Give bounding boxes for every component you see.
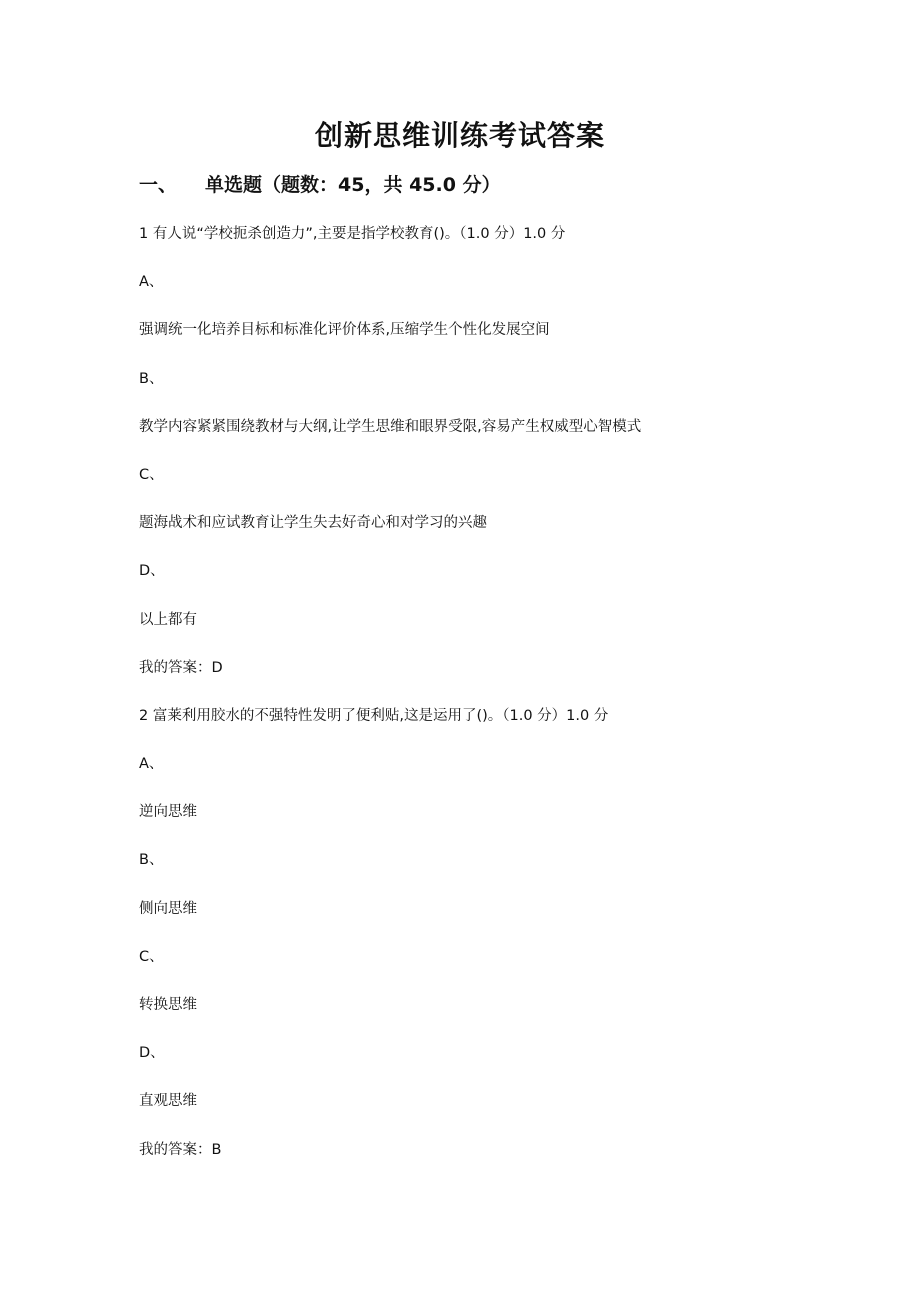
my-answer: 我的答案：D — [139, 659, 223, 676]
option-letter: B、 — [139, 370, 164, 387]
option-letter: A、 — [139, 274, 164, 291]
question-stem: 1 有人说“学校扼杀创造力”,主要是指学校教育()。（1.0 分）1.0 分 — [139, 226, 566, 242]
option-text: 侧向思维 — [139, 900, 197, 917]
option-letter: C、 — [139, 948, 164, 965]
section-number: 一、 — [139, 174, 178, 196]
option-text: 强调统一化培养目标和标准化评价体系,压缩学生个性化发展空间 — [139, 322, 550, 339]
option-text: 转换思维 — [139, 997, 197, 1013]
document-title: 创新思维训练考试答案 — [314, 119, 605, 152]
section-heading — [139, 170, 501, 200]
section-title: 单选题（题数：45，共 45.0 分） — [205, 174, 501, 196]
option-letter: A、 — [139, 756, 164, 773]
option-letter: B、 — [139, 852, 164, 869]
option-text: 题海战术和应试教育让学生失去好奇心和对学习的兴趣 — [139, 515, 487, 532]
option-text: 直观思维 — [139, 1093, 197, 1110]
option-text: 逆向思维 — [139, 804, 197, 821]
option-letter: D、 — [139, 1045, 165, 1062]
option-letter: D、 — [139, 563, 165, 580]
option-text: 教学内容紧紧围绕教材与大纲,让学生思维和眼界受限,容易产生权威型心智模式 — [139, 418, 642, 435]
my-answer: 我的答案：B — [139, 1141, 222, 1158]
option-letter: C、 — [139, 466, 164, 483]
question-stem: 2 富莱利用胶水的不强特性发明了便利贴,这是运用了()。（1.0 分）1.0 分 — [139, 707, 609, 724]
option-text: 以上都有 — [139, 611, 197, 628]
question-list — [139, 222, 839, 1186]
